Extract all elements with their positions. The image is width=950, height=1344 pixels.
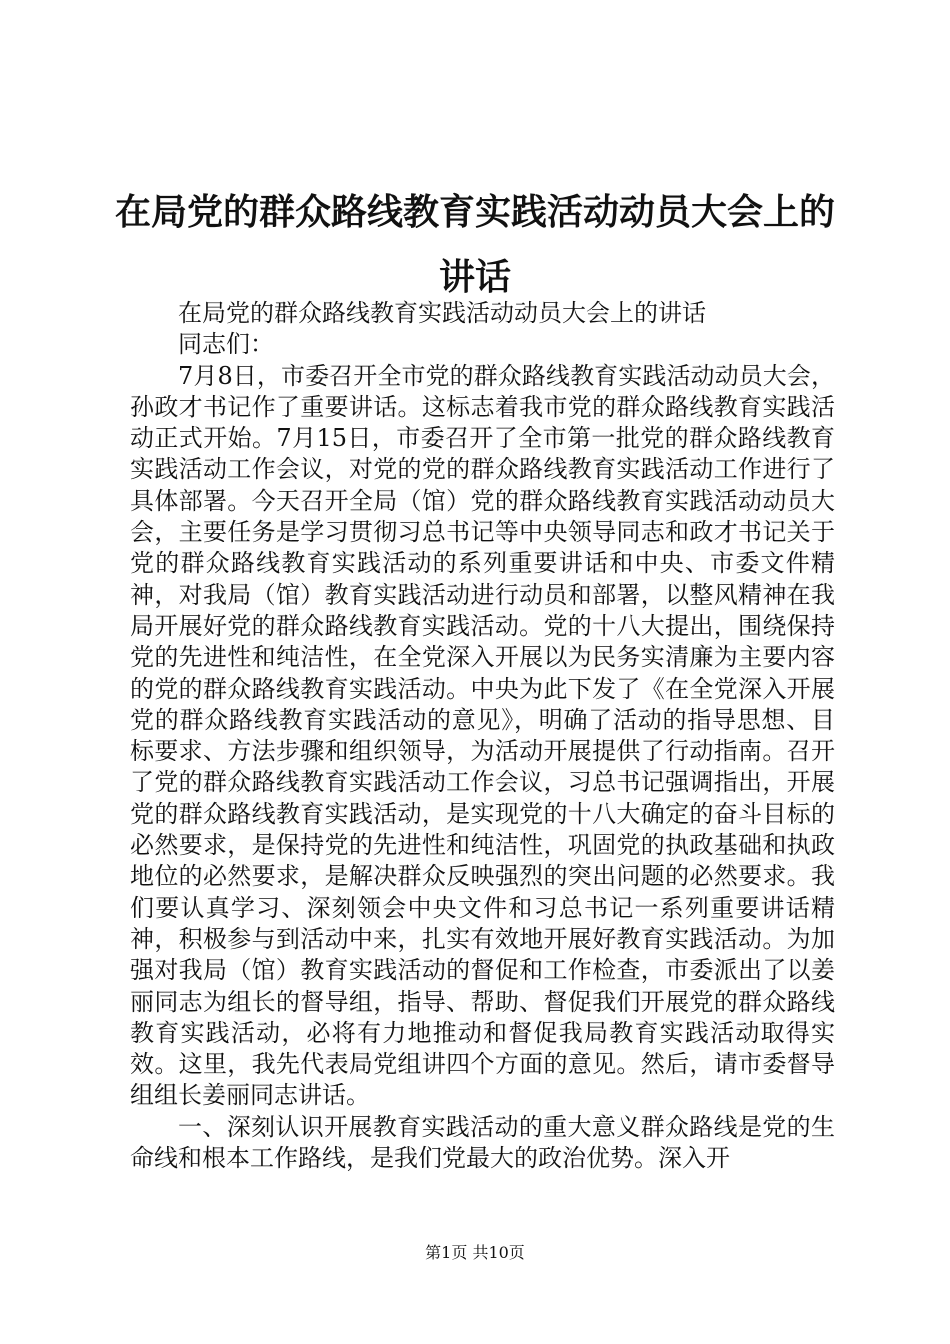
section-one-paragraph: 一、深刻认识开展教育实践活动的重大意义群众路线是党的生命线和根本工作路线，是我们党最大的政治优势。深入开 (130, 1112, 835, 1173)
document-body (130, 298, 835, 1174)
salutation-paragraph: 同志们： (178, 330, 274, 359)
subtitle-paragraph: 在局党的群众路线教育实践活动动员大会上的讲话 (178, 299, 706, 327)
body-paragraph: 7月8日，市委召开全市党的群众路线教育实践活动动员大会，孙政才书记作了重要讲话。这标志着我市党的群众路线教育实践活动正式开始。7月15日，市委召开了全市第一批党的群众路线教育实践活动工作会议，对党的党的群众路线教育实践活动工作进行了具体部署。今天召开全局（馆）党的群众路线教育实践活动动员大会，主要任务是学习贯彻习总书记等中央领导同志和政才书记关于党的群众路线教育实践活动的系列重要讲话和中央、市委文件精神，对我局（馆）教育实践活动进行动员和部署，以整风精神在我局开展好党的群众路线教育实践活动。党的十八大提出，围绕保持党的先进性和纯洁性，在全党深入开展以为民务实清廉为主要内容的党的群众路线教育实践活动。中央为此下发了《在全党深入开展党的群众路线教育实践活动的意见》，明确了活动的指导思想、目标要求、方法步骤和组织领导，为活动开展提供了行动指南。召开了党的群众路线教育实践活动工作会议，习总书记强调指出，开展党的群众路线教育实践活动，是实现党的十八大确定的奋斗目标的必然要求，是保持党的先进性和纯洁性，巩固党的执政基础和执政地位的必然要求，是解决群众反映强烈的突出问题的必然要求。我们要认真学习、深刻领会中央文件和习总书记一系列重要讲话精神，积极参与到活动中来，扎实有效地开展好教育实践活动。为加强对我局（馆）教育实践活动的督促和工作检查，市委派出了以姜丽同志为组长的督导组，指导、帮助、督促我们开展党的群众路线教育实践活动，必将有力地推动和督促我局教育实践活动取得实效。这里，我先代表局党组讲四个方面的意见。然后，请市委督导组组长姜丽同志讲话。 (130, 361, 835, 1110)
page-footer: 第1页 共10页 (425, 1243, 525, 1262)
document-title: 在局党的群众路线教育实践活动动员大会上的讲话 (114, 191, 835, 298)
